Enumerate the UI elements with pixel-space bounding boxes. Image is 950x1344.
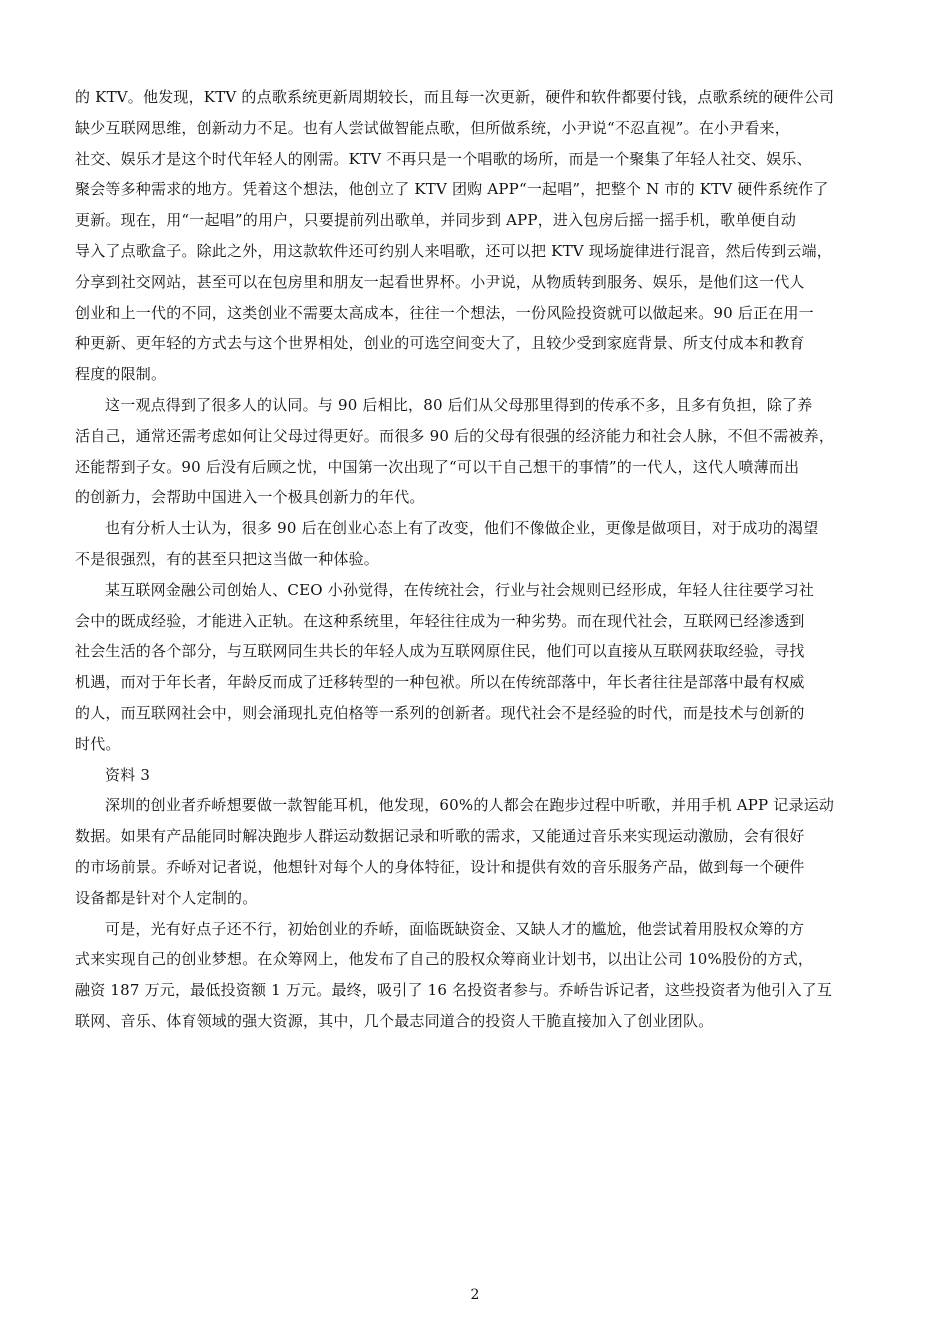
text-line: 时代。 [75, 734, 121, 753]
text-line: 数据。如果有产品能同时解决跑步人群运动数据记录和听歌的需求，又能通过音乐来实现运动激励，会有很好 [75, 827, 805, 846]
text-line: 设备都是针对个人定制的。 [75, 888, 258, 907]
text-line: 联网、音乐、体育领域的强大资源，其中，几个最志同道合的投资人干脆直接加入了创业团队。 [75, 1011, 714, 1030]
paragraph [75, 914, 905, 1037]
text-line: 的人，而互联网社会中，则会涌现扎克伯格等一系列的创新者。现代社会不是经验的时代，而是技术与创新的 [75, 703, 805, 722]
page-number: 2 [470, 1287, 480, 1303]
text-line: 种更新、更年轻的方式去与这个世界相处，创业的可选空间变大了，且较少受到家庭背景、所支付成本和教育 [75, 334, 805, 353]
text-line: 活自己，通常还需考虑如何让父母过得更好。而很多 90 后的父母有很强的经济能力和社会人脉，不但不需被养， [75, 426, 835, 445]
paragraph [75, 82, 905, 390]
text-line: 深圳的创业者乔峤想要做一款智能耳机，他发现，60%的人都会在跑步过程中听歌，并用手机 APP 记录运动 [105, 796, 835, 815]
text-line: 机遇，而对于年长者，年龄反而成了迁移转型的一种包袱。所以在传统部落中，年长者往往是部落中最有权威 [75, 673, 805, 692]
text-line: 的市场前景。乔峤对记者说，他想针对每个人的身体特征，设计和提供有效的音乐服务产品，做到每一个硬件 [75, 857, 805, 876]
text-line: 聚会等多种需求的地方。凭着这个想法，他创立了 KTV 团购 APP“一起唱”，把整个 N 市的 KTV 硬件系统作了 [75, 180, 829, 199]
text-line: 社交、娱乐才是这个时代年轻人的刚需。KTV 不再只是一个唱歌的场所，而是一个聚集了年轻人社交、娱乐、 [75, 149, 812, 168]
text-line: 更新。现在，用“一起唱”的用户，只要提前列出歌单，并同步到 APP，进入包房后摇一摇手机，歌单便自动 [75, 211, 797, 230]
text-line: 这一观点得到了很多人的认同。与 90 后相比，80 后们从父母那里得到的传承不多，且多有负担，除了养 [105, 395, 813, 414]
text-line: 某互联网金融公司创始人、CEO 小孙觉得，在传统社会，行业与社会规则已经形成，年轻人往往要学习社 [105, 580, 815, 599]
paragraph [75, 390, 905, 513]
paragraph [75, 513, 905, 575]
text-line: 融资 187 万元，最低投资额 1 万元。最终，吸引了 16 名投资者参与。乔峤告诉记者，这些投资者为他引入了互 [75, 981, 833, 1000]
text-line: 社会生活的各个部分，与互联网同生共长的年轻人成为互联网原住民，他们可以直接从互联网获取经验，寻找 [75, 642, 805, 661]
text-line: 分享到社交网站，甚至可以在包房里和朋友一起看世界杯。小尹说，从物质转到服务、娱乐，是他们这一代人 [75, 272, 805, 291]
text-line: 程度的限制。 [75, 365, 167, 384]
document-body [75, 82, 905, 1037]
text-line: 的创新力，会帮助中国进入一个极具创新力的年代。 [75, 488, 425, 507]
text-line: 也有分析人士认为，很多 90 后在创业心态上有了改变，他们不像做企业，更像是做项目，对于成功的渴望 [105, 519, 819, 538]
paragraph [75, 760, 905, 791]
paragraph [75, 790, 905, 913]
text-line: 还能帮到子女。90 后没有后顾之忧，中国第一次出现了“可以干自己想干的事情”的一代人，这代人喷薄而出 [75, 457, 800, 476]
text-line: 会中的既成经验，才能进入正轨。在这种系统里，年轻往往成为一种劣势。而在现代社会，互联网已经渗透到 [75, 611, 805, 630]
text-line: 不是很强烈，有的甚至只把这当做一种体验。 [75, 549, 380, 568]
text-line: 可是，光有好点子还不行，初始创业的乔峤，面临既缺资金、又缺人才的尴尬，他尝试着用股权众筹的方 [105, 919, 805, 938]
text-line: 缺少互联网思维，创新动力不足。也有人尝试做智能点歌，但所做系统，小尹说“不忍直视”。在小尹看来， [75, 118, 790, 137]
text-line: 资料 3 [105, 765, 151, 784]
text-line: 的 KTV。他发现，KTV 的点歌系统更新周期较长，而且每一次更新，硬件和软件都要付钱，点歌系统的硬件公司 [75, 88, 835, 106]
text-line: 式来实现自己的创业梦想。在众筹网上，他发布了自己的股权众筹商业计划书，以出让公司 10%股份的方式， [75, 950, 814, 969]
paragraph [75, 575, 905, 760]
text-line: 创业和上一代的不同，这类创业不需要太高成本，往往一个想法，一份风险投资就可以做起来。90 后正在用一 [75, 303, 814, 322]
text-line: 导入了点歌盒子。除此之外，用这款软件还可约别人来唱歌，还可以把 KTV 现场旋律进行混音，然后传到云端， [75, 241, 832, 260]
